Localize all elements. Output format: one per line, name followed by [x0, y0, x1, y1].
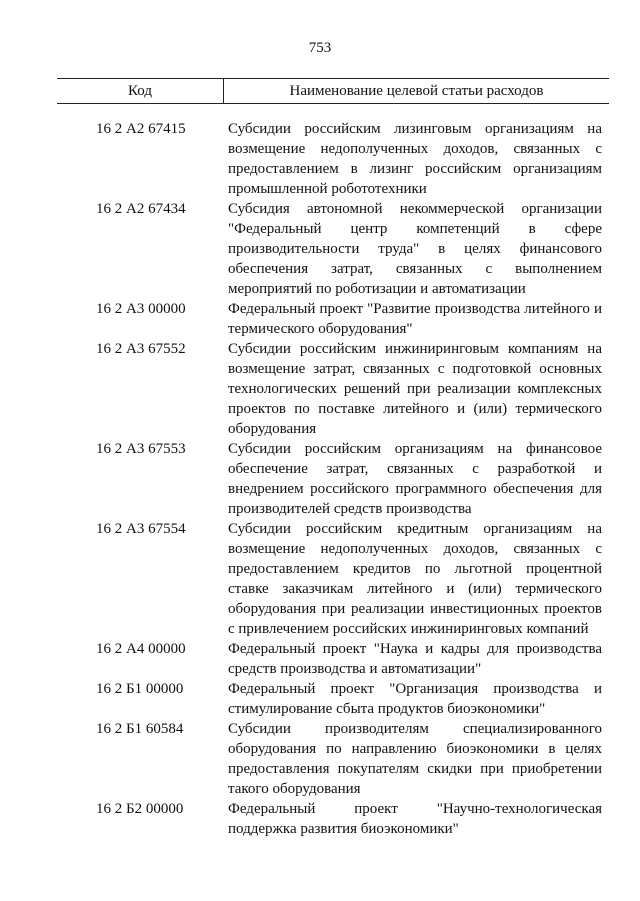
row-code: 16 2 А2 67415	[96, 121, 186, 137]
table-row	[0, 199, 640, 299]
table-header	[57, 78, 609, 104]
row-code: 16 2 А2 67434	[96, 201, 186, 217]
table-row	[0, 719, 640, 799]
row-name: Субсидии российским лизинговым организациям на возмещение недополученных доходов, связанных с предоставлением в лизинг российским организациям промышленной робототехники	[228, 121, 602, 197]
table-row	[0, 799, 640, 839]
row-name: Федеральный проект "Наука и кадры для производства средств производства и автоматизации"	[228, 641, 602, 677]
row-code: 16 2 Б1 00000	[96, 681, 184, 697]
page-number: 753	[308, 40, 332, 56]
row-code: 16 2 А4 00000	[96, 641, 186, 657]
row-name: Субсидии производителям специализированного оборудования по направлению биоэкономики в целях предоставления покупателям скидки при приобретении такого оборудования	[228, 721, 602, 797]
row-name: Субсидия автономной некоммерческой организации "Федеральный центр компетенций в сфере производительности труда" в целях финансового обеспечения затрат, связанных с выполнением мероприятий по роботизации и автоматизации	[228, 201, 602, 297]
row-name: Субсидии российским организациям на финансовое обеспечение затрат, связанных с разработкой и внедрением российского программного обеспечения для производителей средств производства	[228, 441, 602, 517]
table-row	[0, 679, 640, 719]
row-code: 16 2 А3 67553	[96, 441, 186, 457]
row-name: Федеральный проект "Организация производства и стимулирование сбыта продуктов биоэкономики"	[228, 681, 602, 717]
header-name: Наименование целевой статьи расходов	[289, 82, 544, 99]
table-row	[0, 299, 640, 339]
row-name: Субсидии российским инжиниринговым компаниям на возмещение затрат, связанных с подготовкой основных технологических решений при реализации комплексных проектов по поставке литейного и (или) термического оборудования	[228, 341, 602, 437]
row-code: 16 2 А3 00000	[96, 301, 186, 317]
table-row	[0, 339, 640, 439]
table-row	[0, 439, 640, 519]
header-code: Код	[57, 79, 224, 103]
row-name: Федеральный проект "Развитие производства литейного и термического оборудования"	[228, 301, 602, 337]
row-code: 16 2 А3 67554	[96, 521, 186, 537]
row-code: 16 2 Б2 00000	[96, 801, 184, 817]
table-body	[0, 119, 640, 839]
table-row	[0, 119, 640, 199]
row-name: Субсидии российским кредитным организациям на возмещение недополученных доходов, связанных с предоставлением кредитов по льготной процентной ставке заказчикам литейного и (или) термического оборудования при реализации инвестиционных проектов с привлечением российских инжиниринговых компаний	[228, 521, 602, 637]
row-code: 16 2 Б1 60584	[96, 721, 184, 737]
row-name: Федеральный проект "Научно-технологическая поддержка развития биоэкономики"	[228, 801, 602, 837]
table-row	[0, 639, 640, 679]
row-code: 16 2 А3 67552	[96, 341, 186, 357]
table-row	[0, 519, 640, 639]
